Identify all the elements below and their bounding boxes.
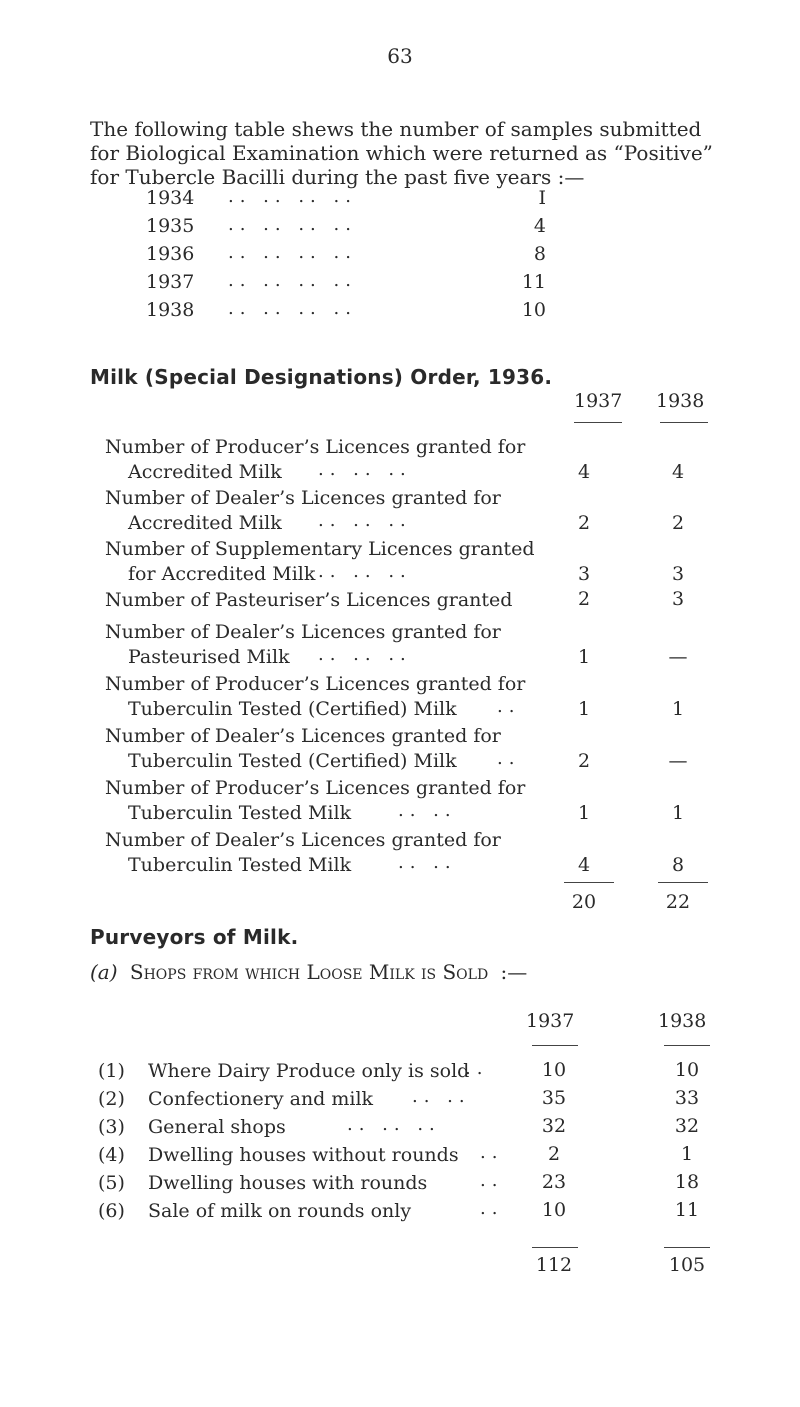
value-1938: 33	[674, 1087, 700, 1109]
col-header-1938: 1938	[656, 390, 705, 412]
intro-paragraph	[90, 117, 730, 189]
row-line1: Number of Pasteuriser’s Licences granted	[105, 589, 513, 611]
value-1938: 11	[674, 1199, 700, 1221]
sample-year: 1934	[146, 187, 195, 209]
sample-count: 4	[533, 215, 546, 237]
row-line1: Number of Producer’s Licences granted for	[105, 436, 526, 458]
subsection-heading	[90, 960, 527, 984]
sample-year: 1936	[146, 243, 195, 265]
sample-year: 1938	[146, 299, 195, 321]
row-number: (1)	[98, 1060, 125, 1082]
row-line2: Tuberculin Tested Milk	[128, 802, 352, 824]
value-1937: 2	[577, 512, 591, 534]
value-1937: 3	[577, 563, 591, 585]
leader-dots: .. ..	[412, 1086, 471, 1107]
col-rule	[532, 1045, 578, 1046]
page-number: 63	[387, 44, 413, 68]
sample-year: 1935	[146, 215, 195, 237]
row-line1: Number of Dealer’s Licences granted for	[105, 829, 501, 851]
leader-dots: .. .. .. ..	[228, 214, 357, 235]
intro-line: The following table shews the number of samples submitted	[90, 117, 702, 141]
row-line2: Pasteurised Milk	[128, 646, 290, 668]
col-header-1937: 1937	[526, 1010, 575, 1032]
col-rule	[660, 422, 708, 423]
value-1937: 2	[577, 750, 591, 772]
subsection-label: (a)	[90, 960, 118, 984]
value-1938: 3	[671, 563, 685, 585]
col-header-1937: 1937	[574, 390, 623, 412]
total-rule	[664, 1247, 710, 1248]
row-number: (4)	[98, 1144, 125, 1166]
row-line2: for Accredited Milk	[128, 563, 316, 585]
col-rule	[664, 1045, 710, 1046]
row-label: Confectionery and milk	[148, 1088, 374, 1110]
col-header-1938: 1938	[658, 1010, 707, 1032]
total-rule	[658, 882, 708, 883]
value-1938: 1	[680, 1143, 694, 1165]
row-label: General shops	[148, 1116, 286, 1138]
value-1937: 1	[577, 646, 591, 668]
row-line1: Number of Supplementary Licences granted	[105, 538, 535, 560]
leader-dots: .. .. .. ..	[228, 242, 357, 263]
value-1937: 10	[541, 1199, 567, 1221]
row-line1: Number of Dealer’s Licences granted for	[105, 487, 501, 509]
row-line2: Accredited Milk	[128, 512, 282, 534]
row-number: (2)	[98, 1088, 125, 1110]
leader-dots: .. .. .. ..	[228, 298, 357, 319]
leader-dots: ..	[480, 1142, 504, 1163]
row-number: (3)	[98, 1116, 125, 1138]
leader-dots: .. ..	[398, 800, 457, 821]
row-label: Where Dairy Produce only is sold	[148, 1060, 470, 1082]
sample-count: 8	[533, 243, 546, 265]
value-1937: 4	[577, 854, 591, 876]
intro-line: for Tubercle Bacilli during the past five years :—	[90, 165, 585, 189]
leader-dots: ..	[497, 748, 521, 769]
milk-order-heading: Milk (Special Designations) Order, 1936.	[90, 365, 553, 389]
leader-dots: .. .. ..	[347, 1114, 441, 1135]
value-1937: 35	[541, 1087, 567, 1109]
leader-dots: ..	[465, 1058, 489, 1079]
row-line2: Accredited Milk	[128, 461, 282, 483]
total-rule	[532, 1247, 578, 1248]
row-label: Dwelling houses with rounds	[148, 1172, 428, 1194]
leader-dots: ..	[480, 1198, 504, 1219]
sample-count: I	[538, 187, 546, 209]
row-line1: Number of Dealer’s Licences granted for	[105, 725, 501, 747]
value-1937: 2	[547, 1143, 561, 1165]
value-1938: —	[668, 750, 688, 772]
value-1937: 1	[577, 698, 591, 720]
leader-dots: .. .. .. ..	[228, 270, 357, 291]
value-1937: 23	[541, 1171, 567, 1193]
leader-dots: .. ..	[398, 852, 457, 873]
total-rule	[564, 882, 614, 883]
value-1938: —	[668, 646, 688, 668]
col-rule	[574, 422, 622, 423]
sample-year: 1937	[146, 271, 195, 293]
value-1938: 32	[674, 1115, 700, 1137]
total-1938: 105	[668, 1254, 706, 1276]
purveyors-heading: Purveyors of Milk.	[90, 925, 299, 949]
value-1938: 3	[671, 588, 685, 610]
value-1938: 2	[671, 512, 685, 534]
value-1937: 4	[577, 461, 591, 483]
row-line2: Tuberculin Tested Milk	[128, 854, 352, 876]
row-line1: Number of Dealer’s Licences granted for	[105, 621, 501, 643]
leader-dots: .. .. ..	[318, 459, 412, 480]
leader-dots: .. .. ..	[318, 561, 412, 582]
leader-dots: ..	[497, 696, 521, 717]
row-label: Dwelling houses without rounds	[148, 1144, 459, 1166]
value-1938: 8	[671, 854, 685, 876]
value-1937: 10	[541, 1059, 567, 1081]
row-label: Sale of milk on rounds only	[148, 1200, 412, 1222]
value-1937: 32	[541, 1115, 567, 1137]
subsection-suffix: :—	[500, 960, 528, 984]
total-1938: 22	[665, 891, 691, 913]
leader-dots: ..	[480, 1170, 504, 1191]
value-1938: 10	[674, 1059, 700, 1081]
leader-dots: .. .. ..	[318, 510, 412, 531]
row-number: (5)	[98, 1172, 125, 1194]
total-1937: 112	[535, 1254, 573, 1276]
value-1938: 4	[671, 461, 685, 483]
value-1937: 2	[577, 588, 591, 610]
sample-count: 11	[521, 271, 546, 293]
total-1937: 20	[571, 891, 597, 913]
value-1938: 1	[671, 802, 685, 824]
leader-dots: .. .. ..	[318, 644, 412, 665]
leader-dots: .. .. .. ..	[228, 186, 357, 207]
value-1937: 1	[577, 802, 591, 824]
row-line2: Tuberculin Tested (Certified) Milk	[128, 750, 457, 772]
row-number: (6)	[98, 1200, 125, 1222]
intro-line: for Biological Examination which were returned as “Positive”	[90, 141, 713, 165]
subsection-title: Shops from which Loose Milk is Sold	[129, 960, 489, 984]
sample-count: 10	[521, 299, 546, 321]
row-line1: Number of Producer’s Licences granted for	[105, 673, 526, 695]
row-line2: Tuberculin Tested (Certified) Milk	[128, 698, 457, 720]
row-line1: Number of Producer’s Licences granted for	[105, 777, 526, 799]
value-1938: 1	[671, 698, 685, 720]
value-1938: 18	[674, 1171, 700, 1193]
